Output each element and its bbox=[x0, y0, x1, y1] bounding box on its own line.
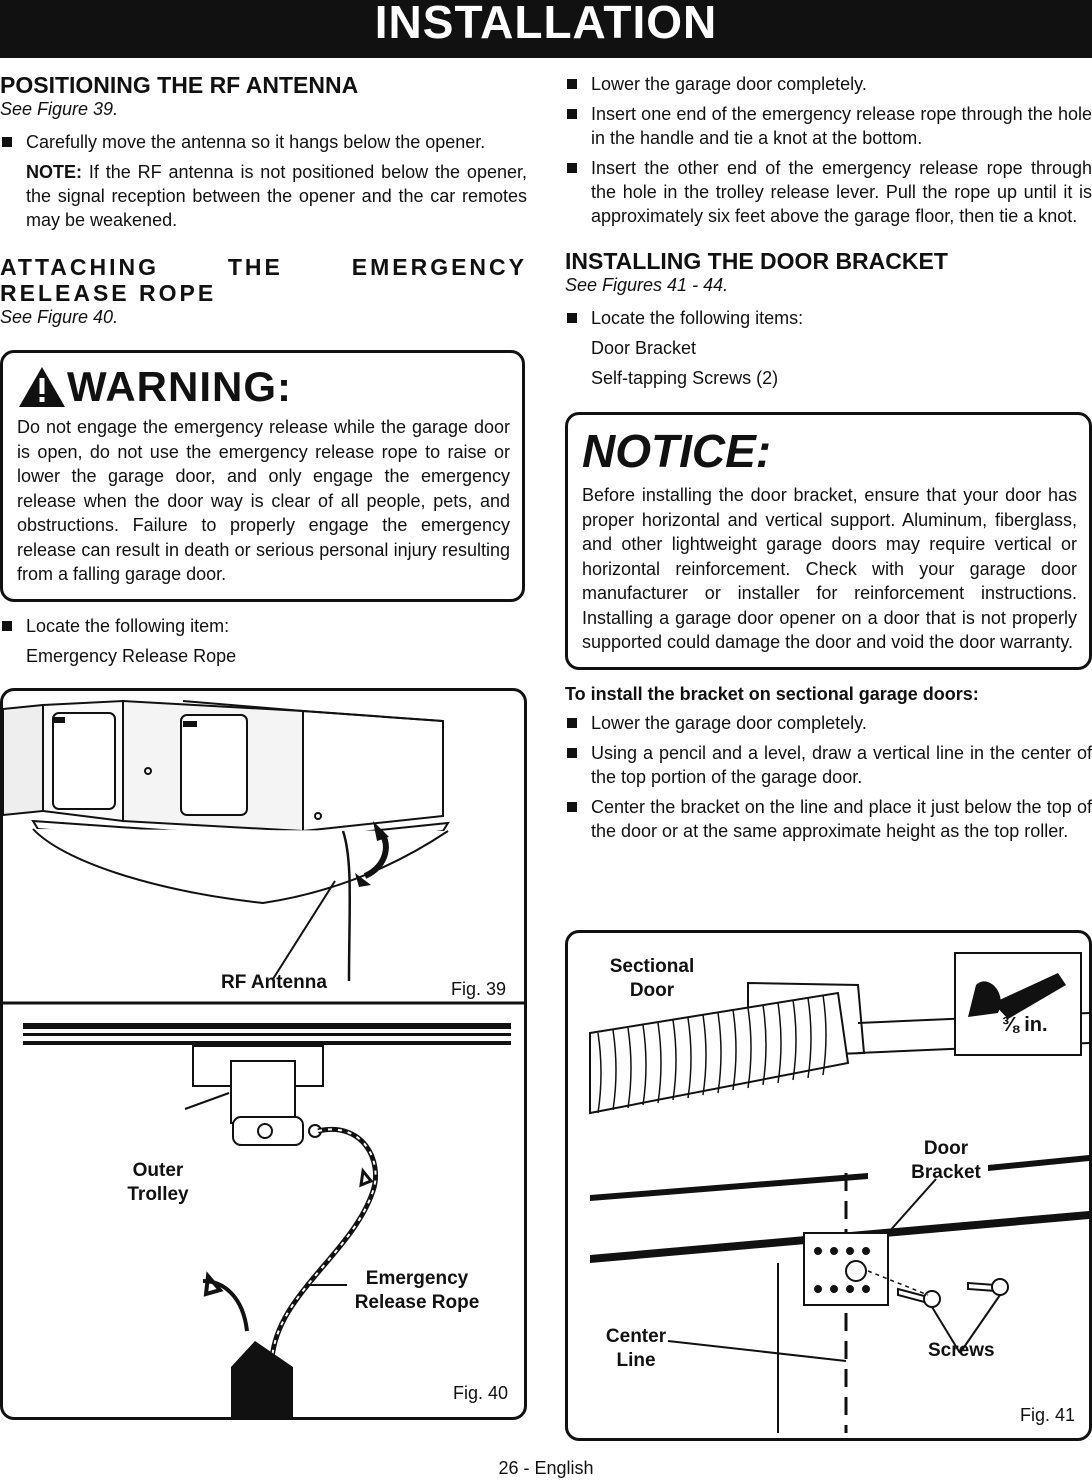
callout-emergency-release-rope bbox=[347, 1267, 487, 1315]
bullet-move-antenna: Carefully move the antenna so it hangs below the opener. bbox=[0, 130, 527, 154]
callout-rf-antenna: RF Antenna bbox=[221, 972, 327, 993]
fig-40-label: Fig. 40 bbox=[453, 1383, 509, 1403]
door-bracket bbox=[804, 1233, 888, 1305]
callout-sectional-line2: Door bbox=[629, 980, 675, 1001]
bullet-locate-items: Locate the following items: bbox=[565, 306, 1092, 330]
see-figure-40: See Figure 40. bbox=[0, 307, 119, 327]
notice-box bbox=[565, 412, 1092, 670]
bullet-locate-item: Locate the following item: bbox=[0, 614, 527, 638]
callout-door-bracket bbox=[904, 1137, 988, 1185]
screws-drawing bbox=[898, 1279, 1008, 1307]
fig-41-label: Fig. 41 bbox=[1020, 1405, 1076, 1425]
bullet-insert-handle: Insert one end of the emergency release rope through the hole in the handle and tie a knot at the bottom. bbox=[565, 102, 1092, 150]
fig-39-label: Fig. 39 bbox=[451, 979, 507, 999]
callout-rope-line1: Emergency bbox=[365, 1268, 469, 1289]
bullet-lower-door-2: Lower the garage door completely. bbox=[565, 711, 1092, 735]
banner-title: INSTALLATION bbox=[374, 0, 718, 48]
bullet-center-bracket: Center the bracket on the line and place it just below the top of the door or at the same approximate height as the top roller. bbox=[565, 795, 1092, 843]
item-emergency-release-rope: Emergency Release Rope bbox=[26, 645, 237, 666]
opener-drawing bbox=[3, 701, 448, 903]
left-column bbox=[0, 72, 527, 674]
section-title-rf-antenna: POSITIONING THE RF ANTENNA bbox=[0, 72, 359, 98]
callout-center-line bbox=[598, 1325, 674, 1373]
section-title-door-bracket: INSTALLING THE DOOR BRACKET bbox=[565, 248, 948, 274]
callout-center-line1: Center bbox=[605, 1326, 667, 1347]
warning-heading bbox=[17, 363, 510, 411]
warning-triangle-icon bbox=[17, 365, 67, 409]
page-footer: 26 - English bbox=[498, 1458, 594, 1478]
bullet-lower-door-1: Lower the garage door completely. bbox=[565, 72, 1092, 96]
note-text: If the RF antenna is not positioned below the opener, the signal reception between the opener and the car remotes may be weakened. bbox=[26, 162, 527, 230]
subhead-sectional-doors: To install the bracket on sectional garage doors: bbox=[565, 683, 979, 704]
see-figure-39: See Figure 39. bbox=[0, 99, 119, 119]
callout-sectional-line1: Sectional bbox=[609, 956, 695, 977]
callout-bracket-line2: Bracket bbox=[911, 1162, 981, 1183]
bullet-insert-trolley: Insert the other end of the emergency release rope through the hole in the trolley release lever. Pull the rope up until it is approximately six feet above the garage floor, then tie a knot. bbox=[565, 156, 1092, 228]
warning-heading-text: WARNING: bbox=[67, 363, 292, 410]
callout-rope-line2: Release Rope bbox=[354, 1292, 480, 1313]
warning-box bbox=[0, 350, 525, 602]
callout-outer-trolley bbox=[118, 1159, 198, 1207]
item-self-tapping-screws: Self-tapping Screws (2) bbox=[591, 368, 779, 388]
figure-41-box bbox=[565, 930, 1092, 1441]
note-rf-antenna bbox=[0, 160, 527, 232]
right-column bbox=[565, 72, 1092, 849]
see-figures-41-44: See Figures 41 - 44. bbox=[565, 275, 729, 295]
callout-sectional-door bbox=[604, 955, 700, 1003]
warning-text: Do not engage the emergency release while the garage door is open, do not use the emergency release rope to raise or lower the garage door, and only engage the emergency release when the door way is clear of all people, pets, and obstructions. Failure to properly engage the emergency release can result in death or serious personal injury resulting from a falling garage door. bbox=[17, 417, 510, 584]
page-banner bbox=[0, 0, 1092, 58]
note-label: NOTE: bbox=[26, 162, 82, 182]
ratchet-size-label: ⅜ in. bbox=[1002, 1014, 1048, 1036]
callout-bracket-line1: Door bbox=[923, 1138, 969, 1159]
callout-screws: Screws bbox=[928, 1340, 995, 1361]
section-title-emergency-rope: ATTACHING THE EMERGENCY RELEASE ROPE bbox=[0, 254, 527, 306]
callout-outer-trolley-line1: Outer bbox=[132, 1160, 184, 1181]
notice-text: Before installing the door bracket, ensure that your door has proper horizontal and vertical support. Aluminum, fiberglass, and other lightweight garage doors may require vertical or horizontal reinforcement. Check with your garage door manufacturer or installer for reinforcement instructions. Installing a garage door opener on a door that is not properly supported could damage the door and void the door warranty. bbox=[582, 485, 1077, 652]
callout-outer-trolley-line2: Trolley bbox=[127, 1184, 189, 1205]
figure-39-40-box bbox=[0, 688, 527, 1420]
callout-center-line2: Line bbox=[616, 1350, 656, 1371]
bullet-draw-line: Using a pencil and a level, draw a vertical line in the center of the top portion of the garage door. bbox=[565, 741, 1092, 789]
item-door-bracket: Door Bracket bbox=[591, 338, 697, 358]
notice-heading: NOTICE: bbox=[582, 425, 772, 477]
